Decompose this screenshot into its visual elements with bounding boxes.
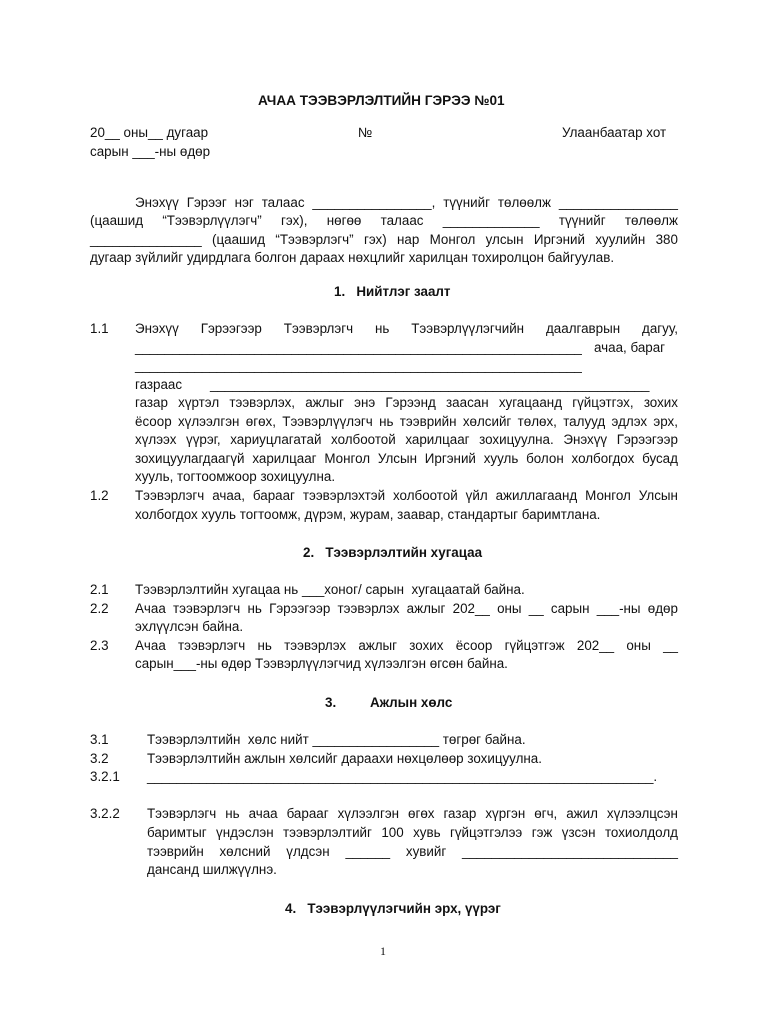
word: нь xyxy=(247,601,262,616)
word: “Тээвэрлэгч” xyxy=(275,232,354,247)
word: Тээвэрлүүлэгчийн xyxy=(411,321,525,336)
clause-1-1-line-1 xyxy=(135,320,678,338)
word: тээвэрлэх xyxy=(284,638,347,653)
word: үзсэн xyxy=(561,825,596,840)
word: төлөөлж xyxy=(497,195,551,210)
word: нэг xyxy=(234,195,254,210)
clause-1-1-blank-2: ____________________________________________________________ xyxy=(135,358,582,373)
word: ажил xyxy=(566,806,598,821)
word: Тээвэрлэгч xyxy=(135,488,205,503)
word: хүлээх xyxy=(135,432,177,447)
word: улсын xyxy=(485,232,524,247)
clause-1-1-line-7 xyxy=(135,431,678,449)
contract-number-label: № xyxy=(358,125,373,140)
word: зохицуулагдаагүй xyxy=(135,451,245,466)
word: ___-ны xyxy=(596,601,641,616)
word: хүртэл xyxy=(178,395,220,410)
word: оны xyxy=(626,638,651,653)
word: хуулийн xyxy=(595,232,646,247)
word: гэх) xyxy=(363,232,387,247)
word: ажиллагаанд xyxy=(495,488,578,503)
word: Гэрээг xyxy=(186,195,227,210)
word: тээвэрлэгч xyxy=(173,601,241,616)
word: газар xyxy=(135,395,168,410)
word: Иргэний xyxy=(533,232,586,247)
word: тохиолдолд xyxy=(604,825,678,840)
word: хөлсийг xyxy=(462,414,512,429)
word: хөлсний xyxy=(219,844,271,859)
word: _____________ xyxy=(442,213,540,228)
word: нөгөө xyxy=(326,213,362,228)
word: өгөх xyxy=(408,806,435,821)
word: Гэрээгээр xyxy=(200,321,262,336)
word: __ xyxy=(528,601,544,616)
clause-1-2-number: 1.2 xyxy=(90,488,109,503)
clause-2-2-line-1 xyxy=(135,600,678,618)
word: Монгол xyxy=(429,232,476,247)
word: нь xyxy=(225,806,240,821)
word: Гэрээгээр xyxy=(616,432,678,447)
word: холбогдох xyxy=(571,451,635,466)
word: оны xyxy=(497,601,522,616)
word: хүлээлгэн xyxy=(177,414,240,429)
word: хүлээлцсэн xyxy=(606,806,678,821)
word: “Тээвэрлүүлэгч” xyxy=(162,213,262,228)
word: Тээвэрлэгч xyxy=(147,806,217,821)
clause-3-2-2-line-4: дансанд шилжүүлнэ. xyxy=(147,862,277,877)
word: ёсоор xyxy=(135,414,172,429)
word: талаас xyxy=(380,213,424,228)
clause-2-2-number: 2.2 xyxy=(90,601,109,616)
word: Монгол xyxy=(324,451,371,466)
date-line-2: сарын ___-ны өдөр xyxy=(90,144,211,159)
word: Тээвэрлэгч xyxy=(283,321,354,336)
word: эдлэх xyxy=(611,414,648,429)
section-2-title: 2. Тээвэрлэлтийн хугацаа xyxy=(303,545,483,560)
city-label: Улаанбаатар хот xyxy=(562,125,667,140)
word: гүйцэтгэж xyxy=(504,638,565,653)
word: гүйцэтгэлээ xyxy=(449,825,523,840)
word: талаас xyxy=(261,195,305,210)
word: ажлыг xyxy=(358,638,398,653)
word: _______________ xyxy=(90,232,202,247)
word: хувийг xyxy=(405,844,447,859)
clause-3-1-text: Тээвэрлэлтийн хөлс нийт _________________ төгрөг байна. xyxy=(147,732,526,747)
clause-3-2-2-number: 3.2.2 xyxy=(90,806,120,821)
word: тээвэрлэхтэй xyxy=(302,488,386,503)
word: хүлээлгэн xyxy=(337,806,400,821)
intro-line-2 xyxy=(90,212,678,230)
word: үндэслэн xyxy=(216,825,274,840)
clause-1-1-blank-1: ____________________________________________________________ xyxy=(135,340,582,355)
word: холбоотой xyxy=(393,488,458,503)
word: Монгол xyxy=(585,488,631,503)
word: нь xyxy=(257,638,272,653)
intro-line-1 xyxy=(135,194,678,212)
word: тээврийн xyxy=(147,844,204,859)
section-4-title: 4. Тээвэрлүүлэгчийн эрх, үүрэг xyxy=(285,901,501,916)
clause-1-2-line-2: холбогдох хууль тогтоомж, дүрэм, журам, заавар, стандартыг баримтлана. xyxy=(135,507,601,522)
word: даалгаврын xyxy=(545,321,621,336)
word: гүйцэтгэх, xyxy=(572,395,634,410)
clause-3-2-text: Тээвэрлэлтийн ажлын хөлсийг дараахи нөхцөлөөр зохицуулна. xyxy=(147,751,542,766)
word: дагуу, xyxy=(642,321,678,336)
word: заасан xyxy=(446,395,489,410)
word: __ xyxy=(663,638,678,653)
clause-1-1-number: 1.1 xyxy=(90,321,109,336)
word: Гэрээнд xyxy=(385,395,436,410)
word: Энэхүү xyxy=(135,321,179,336)
word: ______ xyxy=(345,844,391,859)
word: тээвэрлэлтийг xyxy=(283,825,372,840)
word: өдөр xyxy=(647,601,678,616)
word: үлдсэн xyxy=(286,844,330,859)
word: 202__ xyxy=(452,601,490,616)
clause-3-2-2-line-2 xyxy=(147,824,678,842)
word: Ачаа xyxy=(135,638,166,653)
word: талууд xyxy=(563,414,606,429)
word: Иргэний xyxy=(424,451,476,466)
clause-3-2-2-line-1 xyxy=(147,805,678,823)
section-3-title: Ажлын хөлс xyxy=(370,695,453,710)
clause-2-1-text: Тээвэрлэлтийн хугацаа нь ___хоног/ сарын хугацаатай байна. xyxy=(135,582,525,597)
word: Гэрээгээр xyxy=(269,601,331,616)
word: хууль xyxy=(483,451,519,466)
word: эрх, xyxy=(653,414,678,429)
word: ажлыг xyxy=(305,395,344,410)
word: газар xyxy=(443,806,477,821)
clause-3-2-1-blank: ____________________________________________________________________. xyxy=(147,769,658,784)
word: өгч, xyxy=(534,806,558,821)
clause-3-2-number: 3.2 xyxy=(90,751,109,766)
clause-1-1-line-8 xyxy=(135,450,678,468)
word: бусад xyxy=(642,451,678,466)
word: төлөх, xyxy=(517,414,557,429)
document-title: АЧАА ТЭЭВЭРЛЭЛТИЙН ГЭРЭЭ №01 xyxy=(258,93,505,108)
word: Улсын xyxy=(377,451,417,466)
clause-2-2-line-2: эхлүүлсэн байна. xyxy=(135,619,244,634)
word: 202__ xyxy=(576,638,615,653)
word: баримтыг xyxy=(147,825,207,840)
word: 380 xyxy=(655,232,678,247)
word: нь xyxy=(379,414,394,429)
clause-1-1-blank-3: ___________________________________________________________ xyxy=(210,377,650,392)
word: хариуцлагатай xyxy=(230,432,322,447)
word: Ачаа xyxy=(135,601,166,616)
word: нар xyxy=(396,232,420,247)
word: ачаа, xyxy=(212,488,245,503)
clause-2-3-line-1 xyxy=(135,637,678,655)
clause-3-2-2-line-3 xyxy=(147,843,678,861)
word: нь xyxy=(374,321,390,336)
word: зохицуулна. xyxy=(479,432,554,447)
word: төлөөлж xyxy=(624,213,678,228)
word: (цаашид xyxy=(90,213,144,228)
word: үүрэг, xyxy=(186,432,221,447)
word: Тээвэрлүүлэгч xyxy=(282,414,373,429)
section-1-title: 1. Нийтлэг заалт xyxy=(334,284,451,299)
clause-1-1-line-2-end: ачаа, бараг xyxy=(594,340,666,355)
clause-2-1-number: 2.1 xyxy=(90,582,109,597)
clause-1-1-line-5 xyxy=(135,394,678,412)
word: гэж xyxy=(531,825,553,840)
word: (цаашид xyxy=(212,232,266,247)
word: барааг xyxy=(286,806,329,821)
word: _____________________________ xyxy=(462,844,678,859)
word: тээвэрлэх xyxy=(337,601,400,616)
word: тээвэрлэх, xyxy=(229,395,296,410)
word: барааг xyxy=(252,488,295,503)
word: түүнийг xyxy=(443,195,490,210)
word: Энэхүү xyxy=(563,432,608,447)
word: холбоотой xyxy=(331,432,396,447)
word: ачаа xyxy=(248,806,278,821)
clause-2-3-line-2: сарын___-ны өдөр Тээвэрлүүлэгчид хүлээлгэн өгсөн байна. xyxy=(135,656,508,671)
section-3-number: 3. xyxy=(325,695,337,710)
clause-1-1-from-label: газраас xyxy=(135,377,183,392)
word: ёсоор xyxy=(455,638,493,653)
word: ________________ xyxy=(558,195,678,210)
word: хүргэн xyxy=(485,806,526,821)
word: ажлыг xyxy=(406,601,446,616)
word: тээврийн xyxy=(399,414,457,429)
word: болон xyxy=(526,451,564,466)
word: Улсын xyxy=(638,488,678,503)
word: ________________, xyxy=(312,195,436,210)
word: сарын xyxy=(550,601,590,616)
intro-line-4: дугаар зүйлийг удирдлага болгон дараах нөхцлийг харилцан тохиролцон байгуулав. xyxy=(90,250,615,265)
word: зохих xyxy=(409,638,444,653)
clause-1-1-line-6 xyxy=(135,413,678,431)
clause-1-1-line-9: хууль, тогтоомжоор зохицуулна. xyxy=(135,469,336,484)
word: хувь xyxy=(413,825,441,840)
page-number: 1 xyxy=(380,944,386,958)
word: тээвэрлэгч xyxy=(178,638,246,653)
word: гэх), xyxy=(281,213,308,228)
word: түүнийг xyxy=(558,213,606,228)
word: зохих xyxy=(643,395,678,410)
clause-3-2-1-number: 3.2.1 xyxy=(90,769,120,784)
word: 100 xyxy=(381,825,404,840)
clause-3-1-number: 3.1 xyxy=(90,732,109,747)
word: харилцааг xyxy=(252,451,317,466)
word: Энэхүү xyxy=(135,195,179,210)
clause-2-3-number: 2.3 xyxy=(90,638,109,653)
intro-line-3 xyxy=(90,231,678,249)
word: үйл xyxy=(465,488,488,503)
word: өгөх, xyxy=(245,414,276,429)
clause-1-2-line-1 xyxy=(135,487,678,505)
word: хугацаанд xyxy=(498,395,563,410)
word: харилцааг xyxy=(405,432,470,447)
date-line-1: 20__ оны__ дугаар xyxy=(90,125,209,140)
word: энэ xyxy=(354,395,376,410)
